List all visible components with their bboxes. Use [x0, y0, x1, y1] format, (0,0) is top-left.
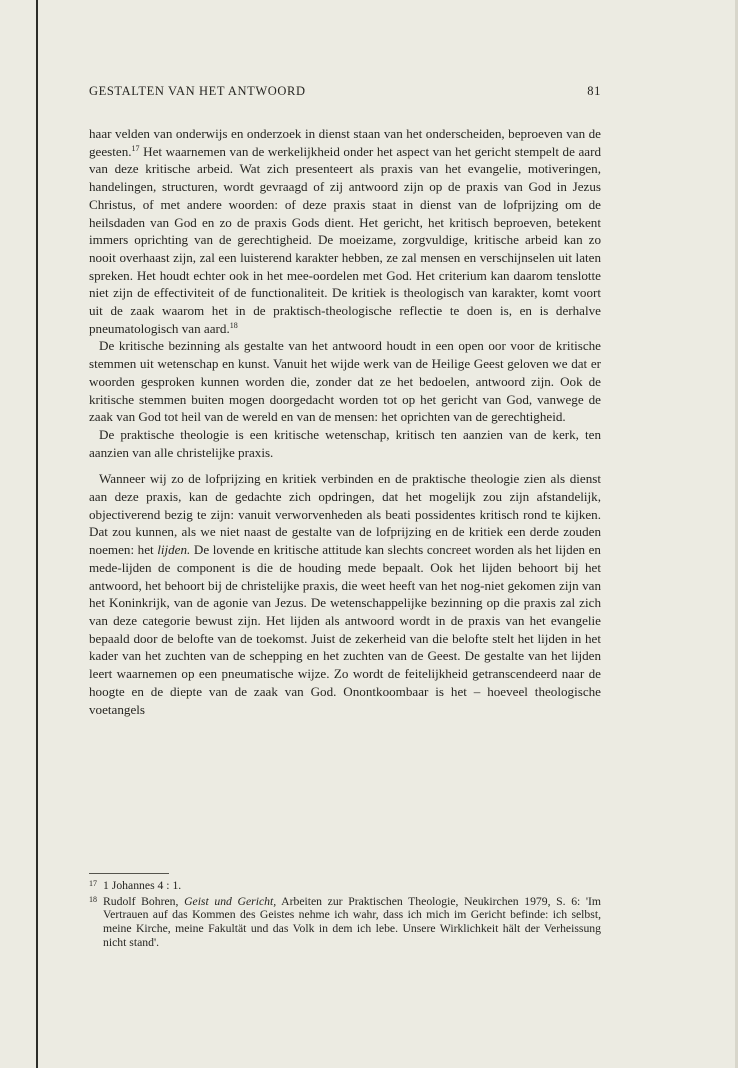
page-number: 81: [587, 84, 601, 98]
footnote-17: [89, 877, 601, 893]
footnote-text-18: Arbeiten zur Praktischen Theologie, Neukirchen 1979, S. 6: 'Im Vertrauen auf das Kommen des Geistes nehme ich wahr, dass ich mich im Gericht befinde: ich selbst, meine Kirche, meine Fakultät und das Volk in dem ich lebe. Unsere Wirklichkeit hält der Verheissung nicht stand'.: [103, 894, 602, 949]
footnote-18: [89, 893, 601, 950]
running-header: [89, 84, 601, 106]
running-title: GESTALTEN VAN HET ANTWOORD: [89, 84, 306, 98]
paragraph-4: [89, 470, 601, 718]
footnote-ref-18: 18: [229, 320, 238, 330]
paragraph-1-text-a: haar velden van onderwijs en onderzoek in dienst staan van het onderscheiden, beproeven van de geesten.: [89, 126, 601, 159]
footnote-divider: [89, 873, 169, 874]
footnotes: [89, 877, 601, 950]
paragraph-4-text-b: De lovende en kritische attitude kan slechts concreet worden als het lijden en mede-lijden de component is die de houding mede bepaalt. Ook het lijden behoort bij het antwoord, het behoort bij de christelijke praxis, die weet heeft van het nog-niet gekomen zijn van het Koninkrijk, van de agonie van Jezus. De wetenschappelijke bezinning op die praxis zal zich van deze categorie bewust zijn. Het lijden als antwoord wordt in de praxis van het evangelie bepaald door de belofte van de toekomst. Juist de zekerheid van die belofte stelt het lijden in het kader van het zuchten van de schepping en het zuchten van de Geest. De gestalte van het lijden leert waarnemen op een pneumatische wijze. Zo wordt de feitelijkheid getranscendeerd naar de hoogte en de diepte van de zaak van God. Onontkoombaar is het – hoeveel theologische voetangels: [89, 542, 601, 717]
footnote-title-18: Geist und Gericht,: [184, 894, 277, 908]
footnote-author-18: Rudolf Bohren,: [103, 894, 185, 908]
footnote-ref-17: 17: [131, 143, 140, 153]
paragraph-2: De kritische bezinning als gestalte van het antwoord houdt in een open oor voor de kritische stemmen uit wetenschap en kunst. Vanuit het wijde werk van de Heilige Geest geloven we dat er woorden gesproken kunnen worden die, zonder dat ze het bedoelen, antwoord zijn. Ook de kritische stemmen buiten mogen doorgedacht worden tot op het gericht van God, vanwege de zaak van God tot heil van de wereld en van de mensen: het oprichten van de gerechtigheid.: [89, 338, 601, 425]
paragraph-4-text-a: Wanneer wij zo de lofprijzing en kritiek verbinden en de praktische theologie zien als dienst aan deze praxis, kan de gedachte zich opdringen, dat het mogelijk zou zijn afstandelijk, objectiverend bezig te zijn: vanuit verworvenheden als beati possidentes kritisch rond te kijken. Dat zou kunnen, als we niet naast de gestalte van de lofprijzing en de kritiek een derde zouden noemen: het: [89, 471, 601, 558]
main-text: [89, 125, 601, 718]
emphasis-lijden: lijden.: [157, 542, 191, 558]
page-edge-left: [36, 0, 38, 1068]
footnote-text-17: 1 Johannes 4 : 1.: [103, 879, 182, 892]
paragraph-1: [89, 125, 601, 337]
footnote-number-18: 18: [89, 894, 97, 904]
paragraph-3: De praktische theologie is een kritische wetenschap, kritisch ten aanzien van de kerk, ten aanzien van alle christelijke praxis.: [89, 426, 601, 460]
footnote-number-17: 17: [89, 879, 97, 888]
paragraph-1-text-b: Het waarnemen van de werkelijkheid onder het aspect van het gericht stempelt de aard van deze kritische arbeid. Wat zich presenteert als praxis van het evangelie, motiveringen, handelingen, structuren, wordt gevraagd of zij antwoord zijn op de praxis van God in Jezus Christus, of met andere woorden: of deze praxis staat in dienst van de lofprijzing om de heilsdaden van God en zo de praxis Gods dient. Het gericht, het kritisch beproeven, betekent immers oprichting van de gerechtigheid. De moeizame, zorgvuldige, kritische arbeid kan zo nooit overhaast zijn, zal een luisterend karakter hebben, ze zal mensen en verschijnselen uit laten spreken. Het houdt echter ook in het mee-oordelen met God. Het criterium kan daarom tenslotte niet zijn de effectiviteit of de functionaliteit. De kritiek is theologisch van karakter, komt voort uit de zaak waarom het in de praktisch-theologische reflectie te doen is, en is derhalve pneumatologisch van aard.: [89, 143, 601, 336]
